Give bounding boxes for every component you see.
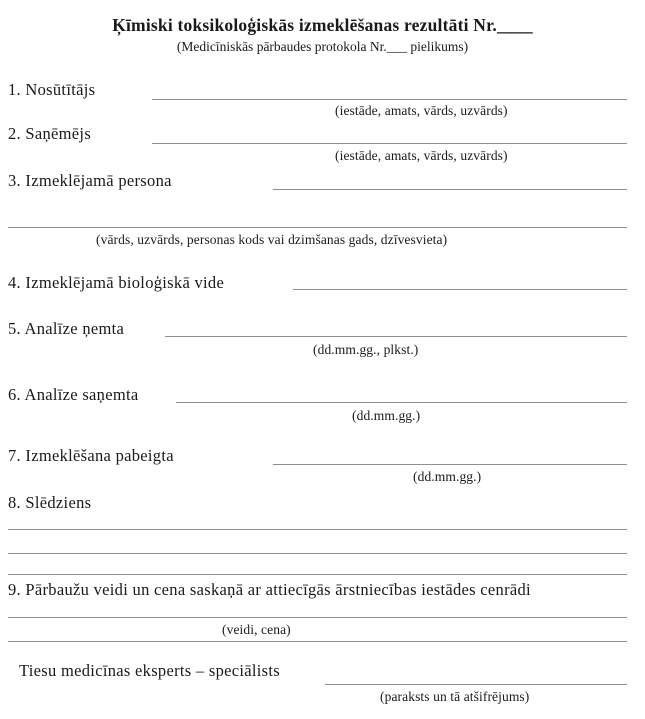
signature-label: Tiesu medicīnas eksperts – speciālists: [19, 661, 281, 680]
field-2-sanemejs-label: 2. Saņēmējs: [8, 124, 92, 143]
field-8-sledziens-line-2[interactable]: [8, 553, 627, 554]
field-4-biologiska-vide-line[interactable]: [293, 289, 627, 290]
field-3-persona-line-1[interactable]: [273, 189, 627, 190]
field-3-persona-line-2[interactable]: [8, 227, 627, 228]
field-7-izmeklesana-pabeigta-caption: (dd.mm.gg.): [413, 469, 482, 484]
form-subtitle: (Medicīniskās pārbaudes protokola Nr.___ pielikums): [176, 39, 469, 54]
field-1-nosutitajs-label: 1. Nosūtītājs: [8, 80, 96, 99]
field-1-nosutitajs-line[interactable]: [152, 99, 627, 100]
field-5-analize-nemta-label: 5. Analīze ņemta: [8, 319, 125, 338]
field-3-persona-caption: (vārds, uzvārds, personas kods vai dzimšanas gads, dzīvesvieta): [96, 232, 448, 247]
field-9-parbauzu-veidi-line-1[interactable]: [8, 617, 627, 618]
field-7-izmeklesana-pabeigta-label: 7. Izmeklēšana pabeigta: [8, 446, 174, 465]
field-5-analize-nemta-caption: (dd.mm.gg., plkst.): [313, 342, 419, 357]
field-2-sanemejs-caption: (iestāde, amats, vārds, uzvārds): [335, 148, 508, 163]
field-2-sanemejs-line[interactable]: [152, 143, 627, 144]
field-9-parbauzu-veidi-line-2[interactable]: [8, 641, 627, 642]
form-title: Ķīmiski toksikoloģiskās izmeklēšanas rezultāti Nr.____: [112, 15, 533, 35]
signature-line[interactable]: [325, 684, 627, 685]
field-8-sledziens-label: 8. Slēdziens: [8, 493, 92, 512]
field-6-analize-sanemta-label: 6. Analīze saņemta: [8, 385, 139, 404]
field-9-parbauzu-veidi-label: 9. Pārbaužu veidi un cena saskaņā ar attiecīgās ārstniecības iestādes cenrādi: [8, 580, 531, 599]
signature-caption: (paraksts un tā atšifrējums): [380, 689, 530, 704]
field-6-analize-sanemta-line[interactable]: [176, 402, 627, 403]
field-7-izmeklesana-pabeigta-line[interactable]: [273, 464, 627, 465]
field-4-biologiska-vide-label: 4. Izmeklējamā bioloģiskā vide: [8, 273, 225, 292]
field-9-parbauzu-veidi-caption: (veidi, cena): [222, 622, 291, 637]
field-5-analize-nemta-line[interactable]: [165, 336, 627, 337]
field-6-analize-sanemta-caption: (dd.mm.gg.): [352, 408, 421, 423]
field-1-nosutitajs-caption: (iestāde, amats, vārds, uzvārds): [335, 103, 508, 118]
field-3-persona-label: 3. Izmeklējamā persona: [8, 171, 172, 190]
field-8-sledziens-line-1[interactable]: [8, 529, 627, 530]
field-8-sledziens-line-3[interactable]: [8, 574, 627, 575]
